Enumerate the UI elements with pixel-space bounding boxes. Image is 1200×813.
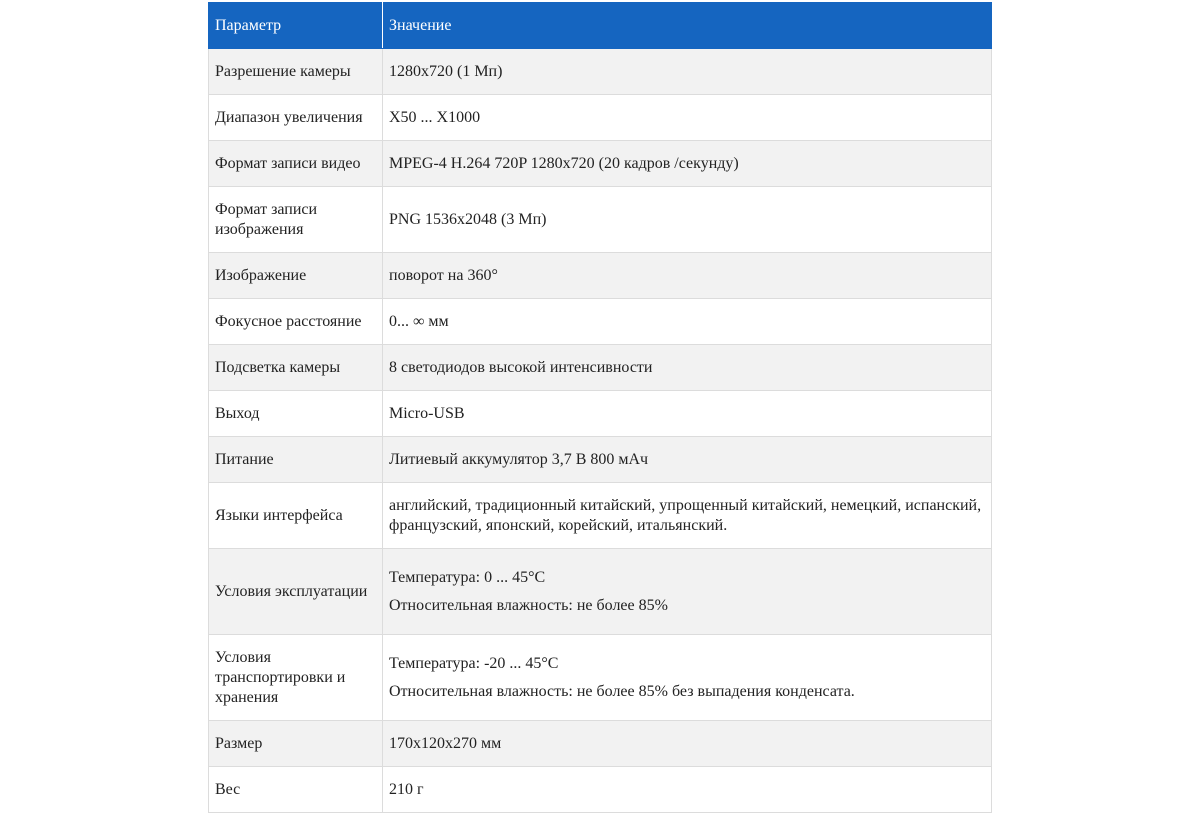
value-cell: [383, 767, 992, 813]
value-cell: [383, 299, 992, 345]
param-cell: Фокусное расстояние: [209, 299, 383, 345]
table-row: [209, 391, 992, 437]
param-cell: Языки интерфейса: [209, 483, 383, 549]
param-cell: Размер: [209, 721, 383, 767]
value-line: PNG 1536x2048 (3 Мп): [389, 210, 547, 228]
table-row: [209, 345, 992, 391]
value-line: 8 светодиодов высокой интенсивности: [389, 358, 653, 376]
table-row: [209, 549, 992, 635]
param-cell: Разрешение камеры: [209, 49, 383, 95]
value-line: 1280x720 (1 Мп): [389, 62, 503, 80]
param-cell: Формат записи изображения: [209, 187, 383, 253]
value-cell: [383, 49, 992, 95]
value-line: 170x120x270 мм: [389, 734, 502, 752]
spec-table: [208, 2, 992, 813]
param-cell: Условия транспортировки и хранения: [209, 635, 383, 721]
value-cell: [383, 187, 992, 253]
table-row: [209, 721, 992, 767]
value-line: Относительная влажность: не более 85% без выпадения конденсата.: [389, 682, 855, 700]
param-cell: Диапазон увеличения: [209, 95, 383, 141]
table-row: [209, 187, 992, 253]
table-row: [209, 141, 992, 187]
value-cell: [383, 549, 992, 635]
header-param: Параметр: [209, 3, 383, 49]
table-row: [209, 253, 992, 299]
header-value: Значение: [383, 3, 992, 49]
value-line: 210 г: [389, 780, 424, 798]
value-line: Micro-USB: [389, 404, 465, 422]
value-line: Температура: 0 ... 45°C: [389, 568, 546, 586]
value-cell: [383, 141, 992, 187]
table-row: [209, 49, 992, 95]
value-line: поворот на 360°: [389, 266, 498, 284]
value-line: 0... ∞ мм: [389, 312, 449, 330]
value-cell: [383, 635, 992, 721]
value-cell: [383, 391, 992, 437]
value-cell: [383, 721, 992, 767]
table-row: [209, 95, 992, 141]
table-row: [209, 299, 992, 345]
table-row: [209, 483, 992, 549]
table-header: [209, 3, 992, 49]
value-cell: [383, 95, 992, 141]
value-line: Температура: -20 ... 45°C: [389, 654, 559, 672]
value-line: Относительная влажность: не более 85%: [389, 596, 668, 614]
value-line: английский, традиционный китайский, упрощенный китайский, немецкий, испанский, французский, японский, корейский, итальянский.: [389, 496, 982, 534]
value-line: X50 ... X1000: [389, 108, 481, 126]
param-cell: Изображение: [209, 253, 383, 299]
param-cell: Выход: [209, 391, 383, 437]
param-cell: Условия эксплуатации: [209, 549, 383, 635]
value-cell: [383, 253, 992, 299]
header-row: [209, 3, 992, 49]
value-line: Литиевый аккумулятор 3,7 В 800 мАч: [389, 450, 649, 468]
value-cell: [383, 437, 992, 483]
table-body: [209, 49, 992, 813]
table-row: [209, 635, 992, 721]
param-cell: Питание: [209, 437, 383, 483]
param-cell: Вес: [209, 767, 383, 813]
value-cell: [383, 483, 992, 549]
value-line: MPEG-4 H.264 720P 1280x720 (20 кадров /секунду): [389, 154, 739, 172]
table-row: [209, 437, 992, 483]
param-cell: Формат записи видео: [209, 141, 383, 187]
value-cell: [383, 345, 992, 391]
table-row: [209, 767, 992, 813]
param-cell: Подсветка камеры: [209, 345, 383, 391]
